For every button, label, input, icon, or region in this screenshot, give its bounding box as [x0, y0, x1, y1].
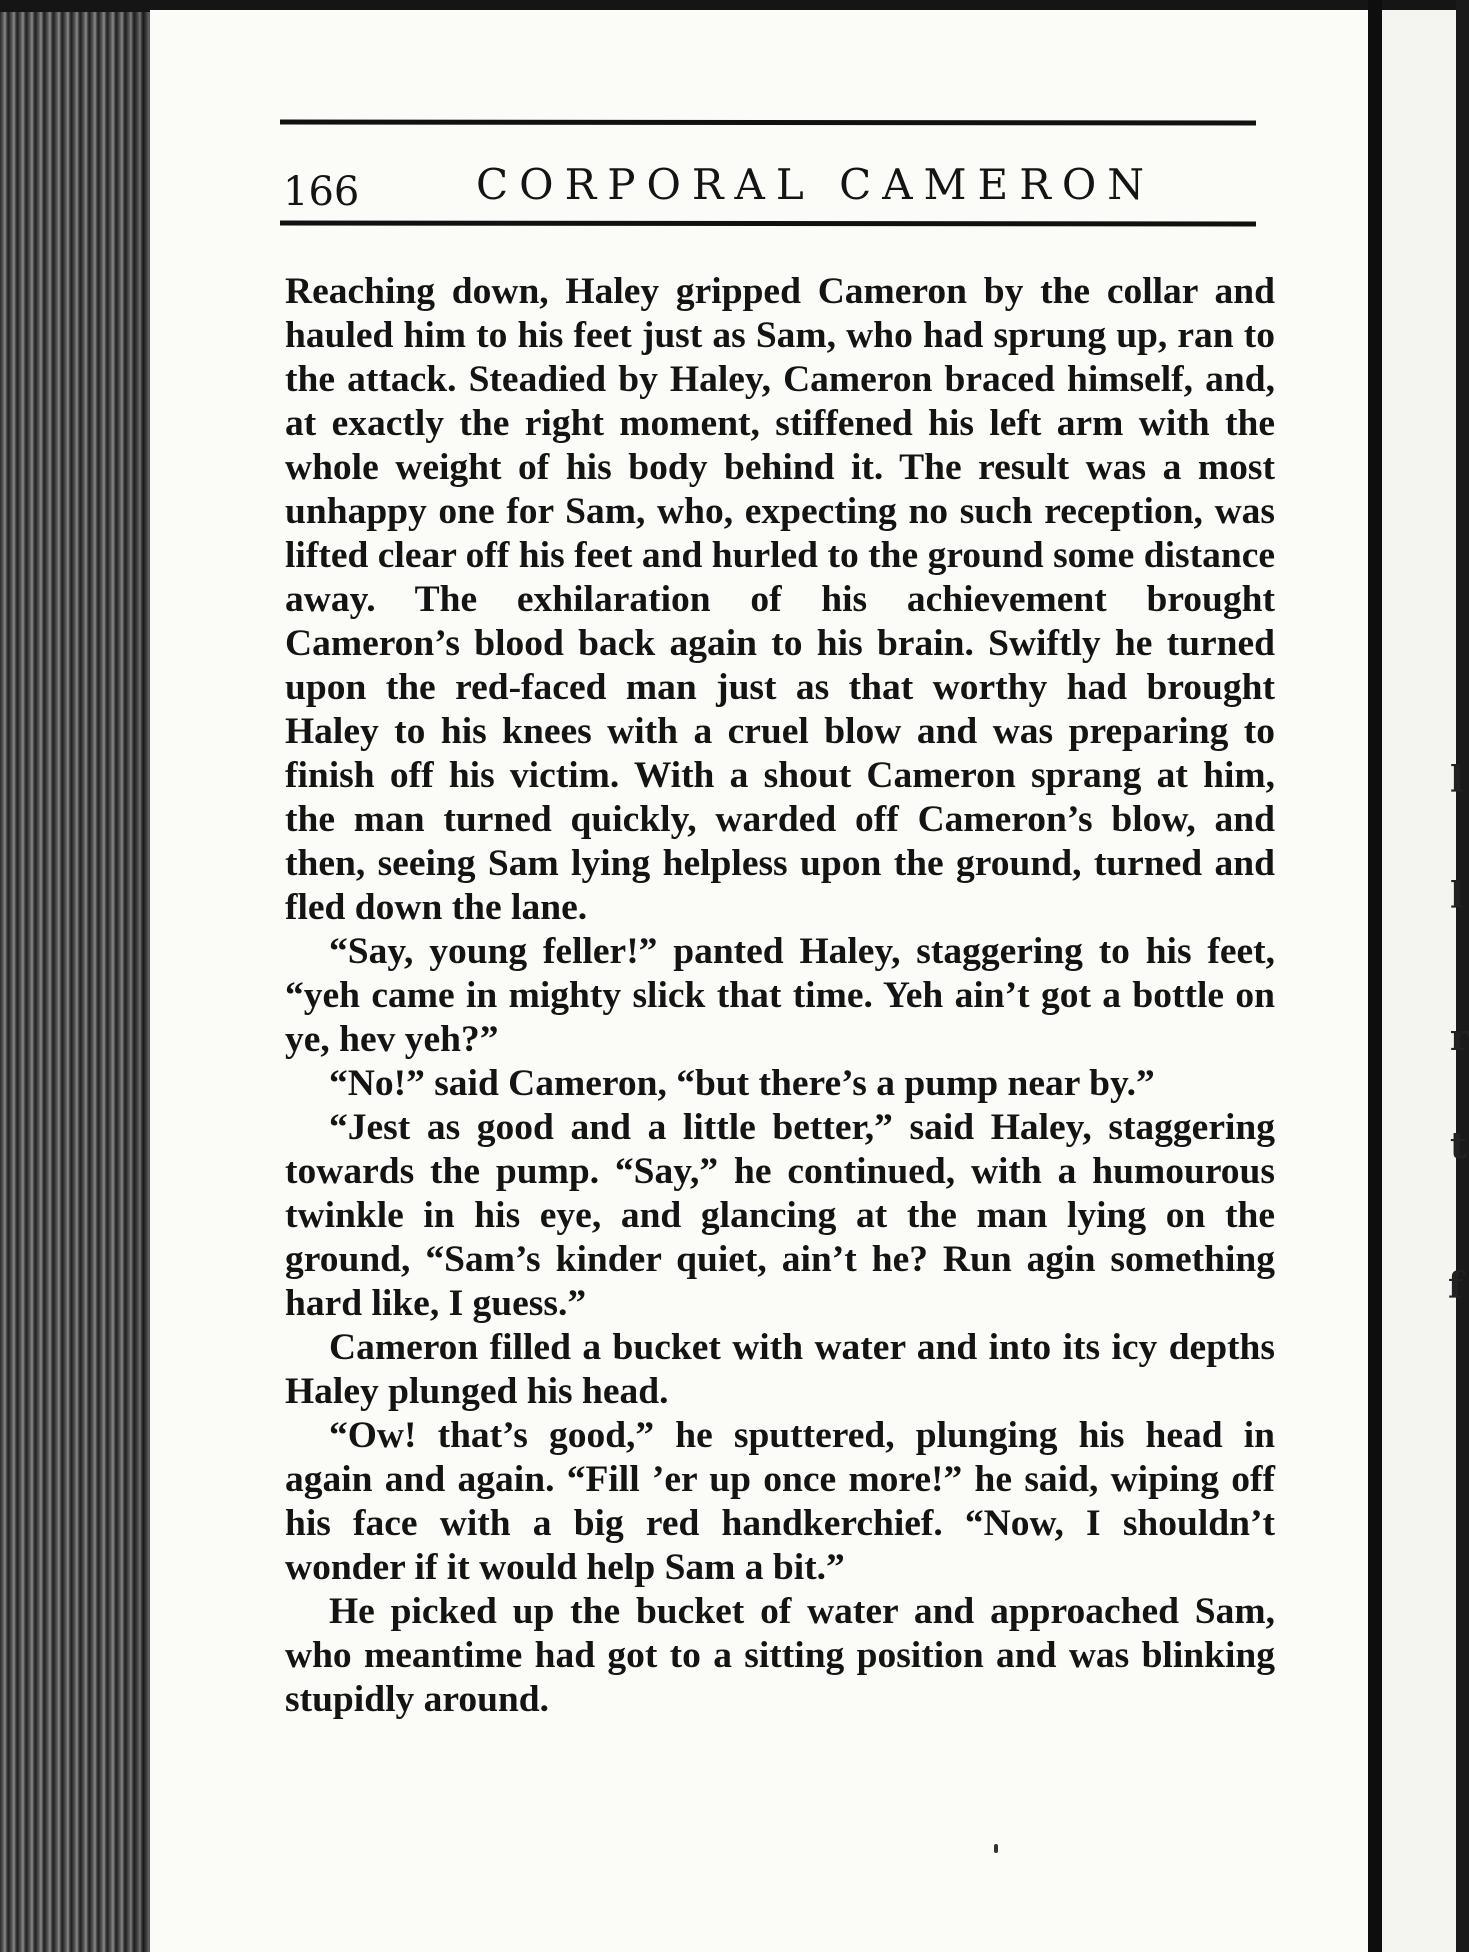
header-rule-bottom [280, 220, 1256, 226]
paragraph: “Ow! that’s good,” he sputtered, plunging his head in again and again. “Fill ’er up once more!” he said, wiping off his face with a big red handkerchief. “Now, I shouldn’t wonder if it would help Sam a bit.” [285, 1415, 1275, 1588]
facing-page-letter: f [1448, 1265, 1464, 1307]
facing-page-letter: l [1450, 759, 1464, 801]
paragraph: “Jest as good and a little better,” said Haley, staggering towards the pump. “Say,” he continued, with a humourous twinkle in his eye, and glancing at the man lying on the ground, “Sam’s kinder quiet, ain’t he? Run agin something hard like, I guess.” [285, 1107, 1275, 1324]
header-rule-top [280, 119, 1256, 125]
paragraph: “Say, young feller!” panted Haley, staggering to his feet, “yeh came in mighty slick that time. Yeh ain’t got a bottle on ye, hev yeh?” [285, 931, 1275, 1060]
paragraph: Cameron filled a bucket with water and into its icy depths Haley plunged his head. [285, 1327, 1275, 1412]
facing-page-letter: r [1450, 1017, 1469, 1059]
body-text [285, 270, 1275, 1722]
paragraph: “No!” said Cameron, “but there’s a pump near by.” [329, 1063, 1155, 1104]
book-gutter [1368, 0, 1382, 1952]
paragraph: He picked up the bucket of water and approached Sam, who meantime had got to a sitting position and was blinking stupidly around. [285, 1591, 1275, 1720]
ink-speck [994, 1844, 998, 1853]
facing-page-letter: t [1450, 1125, 1467, 1167]
facing-page [1382, 10, 1469, 1952]
facing-page-letter: l [1450, 875, 1464, 917]
paragraph: Reaching down, Haley gripped Cameron by the collar and hauled him to his feet just as Sam, who had sprung up, ran to the attack. Steadied by Haley, Cameron braced himself, and, at exactly the right moment, stiffened his left arm with the whole weight of his body behind it. The result was a most unhappy one for Sam, who, expecting no such reception, was lifted clear off his feet and hurled to the ground some distance away. The exhilaration of his achievement brought Cameron’s blood back again to his brain. Swiftly he turned upon the red-faced man just as that worthy had brought Haley to his knees with a cruel blow and was preparing to finish off his victim. With a shout Cameron sprang at him, the man turned quickly, warded off Cameron’s blow, and then, seeing Sam lying helpless upon the ground, turned and fled down the lane. [285, 271, 1275, 928]
page-number: 166 [283, 169, 360, 215]
running-head: CORPORAL CAMERON [476, 160, 1156, 209]
